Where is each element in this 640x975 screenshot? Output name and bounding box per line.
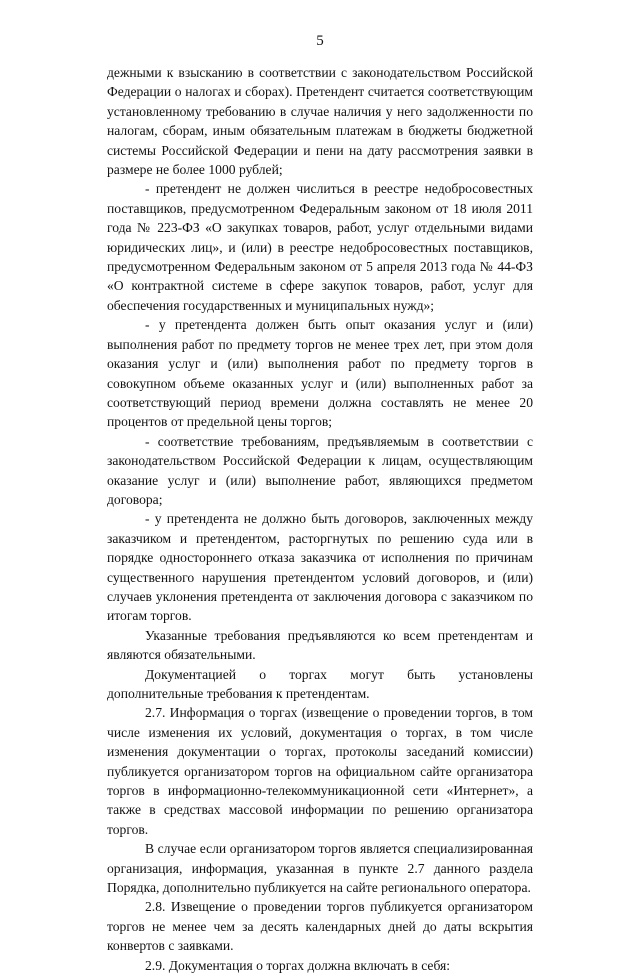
paragraph-experience-requirement: - у претендента должен быть опыт оказания услуг и (или) выполнения работ по предмету торгов не менее трех лет, при этом доля оказания услуг и (или) выполнения работ по предмету торгов в совокупном объеме оказанных услуг и (или) выполненных работ за соответствующий период времени должна составлять не менее 20 процентов от предельной цены торгов; <box>107 317 533 430</box>
paragraph-additional-requirements: Документацией о торгах могут быть установлены дополнительные требования к претендентам. <box>107 666 533 701</box>
page-number: 5 <box>316 33 324 49</box>
paragraph-specialized-organization: В случае если организатором торгов является специализированная организация, информация, указанная в пункте 2.7 данного раздела Порядка, дополнительно публикуется на сайте регионального оператора. <box>107 841 533 896</box>
paragraph-terminated-contracts: - у претендента не должно быть договоров, заключенных между заказчиком и претендентом, расторгнутых по решению суда или в порядке одностороннего отказа заказчика от исполнения по причинам существенного нарушения претендентом условий договоров, и (или) случаев уклонения претендента от заключения договора с заказчиком по итогам торгов. <box>107 511 533 624</box>
paragraph-requirements-mandatory: Указанные требования предъявляются ко всем претендентам и являются обязательными. <box>107 627 533 663</box>
paragraph-legal-compliance: - соответствие требованиям, предъявляемым в соответствии с законодательством Российской Федерации к лицам, осуществляющим оказание услуг и (или) выполнение работ, являющихся предметом договора; <box>107 433 533 507</box>
paragraph-unfair-suppliers-registry: - претендент не должен числиться в реестре недобросовестных поставщиков, предусмотренном Федеральным законом от 18 июля 2011 года № 223-ФЗ «О закупках товаров, работ, услуг отдельными видами юридических лиц», и (или) в реестре недобросовестных поставщиков, предусмотренном Федеральным законом от 5 апреля 2013 года № 44-ФЗ «О контрактной системе в сфере закупок товаров, работ, услуг для обеспечения государственных и муниципальных нужд»; <box>107 181 533 313</box>
paragraph-section-2-7: 2.7. Информация о торгах (извещение о проведении торгов, в том числе изменения их условий, документация о торгах, в том числе изменения документации о торгах, протоколы заседаний комиссии) публикуется организатором торгов на официальном сайте организатора торгов в информационно-телекоммуникационной сети «Интернет», а также в средствах массовой информации по решению организатора торгов. <box>107 705 533 837</box>
document-body <box>107 63 533 975</box>
paragraph-section-2-9: 2.9. Документация о торгах должна включать в себя: <box>145 957 451 973</box>
paragraph-tax-debt: дежными к взысканию в соответствии с законодательством Российской Федерации о налогах и сборах). Претендент считается соответствующим установленному требованию в случае наличия у него задолженности по налогам, сборам, иным обязательным платежам в бюджеты бюджетной системы Российской Федерации и пени на дату рассмотрения заявки в размере не более 1000 рублей; <box>107 65 533 178</box>
paragraph-section-2-8: 2.8. Извещение о проведении торгов публикуется организатором торгов не менее чем за десять календарных дней до даты вскрытия конвертов с заявками. <box>107 899 533 954</box>
